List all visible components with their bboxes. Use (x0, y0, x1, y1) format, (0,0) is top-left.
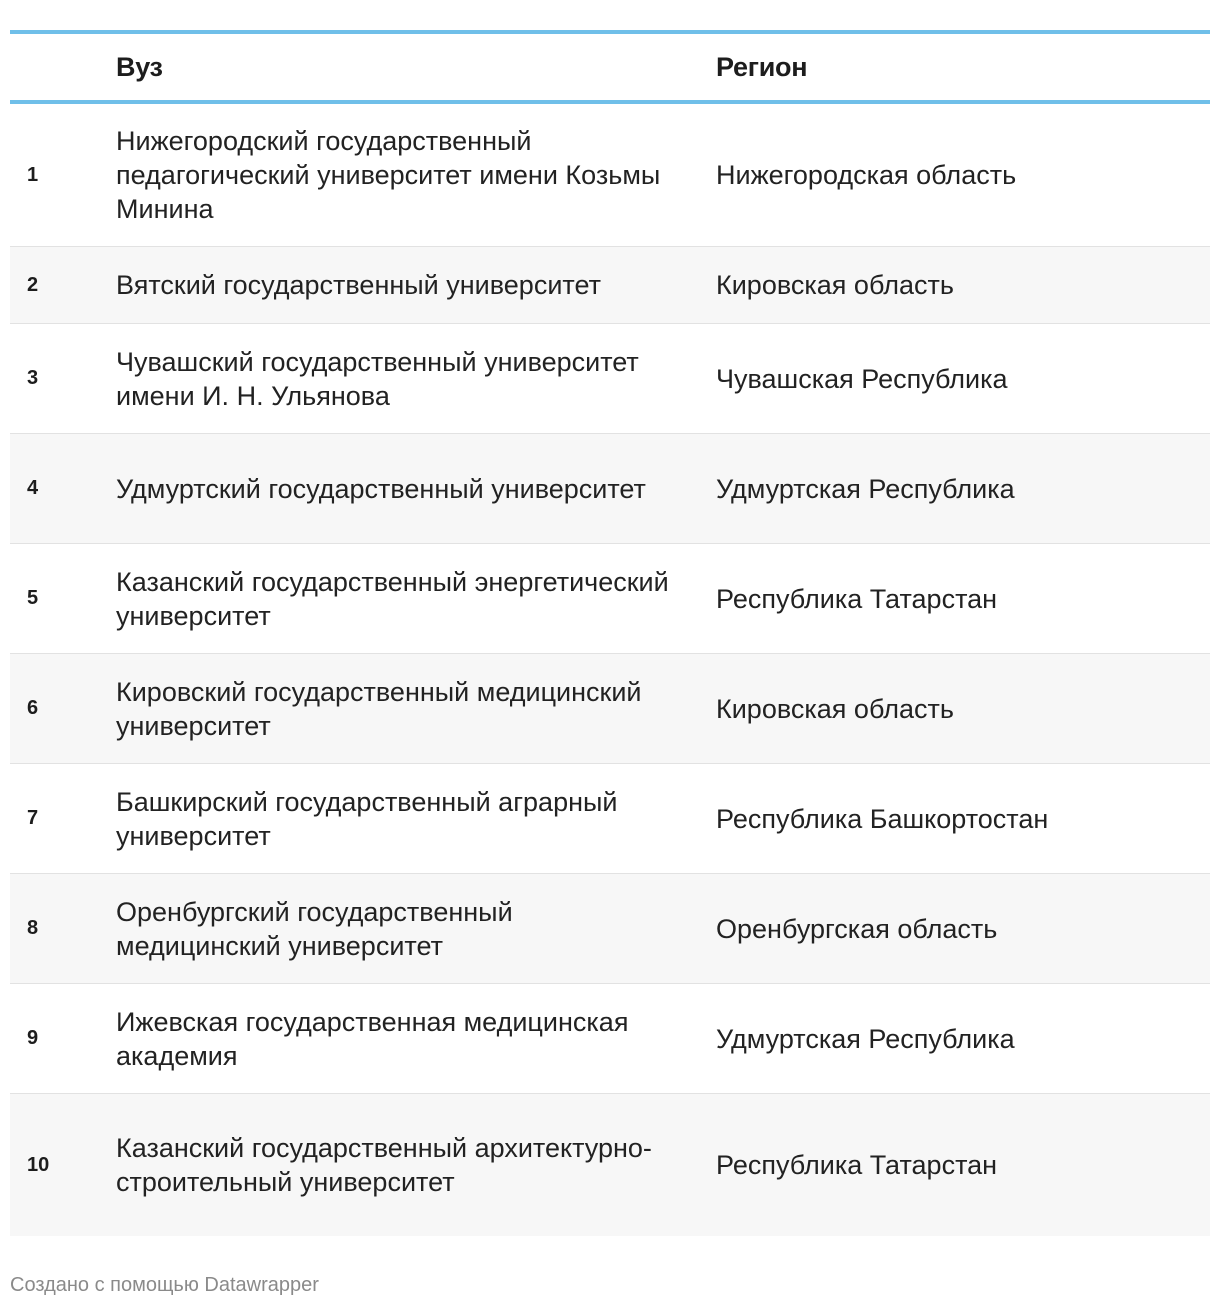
row-number: 9 (27, 1027, 39, 1049)
region-cell: Республика Башкортостан (716, 803, 1049, 834)
region-cell: Удмуртская Республика (716, 1023, 1015, 1054)
row-number: 4 (27, 477, 39, 499)
row-number: 8 (27, 917, 39, 939)
university-cell: Казанский государственный энергетический университет (116, 566, 669, 631)
table-row (10, 434, 1210, 544)
table-row (10, 764, 1210, 874)
region-cell: Оренбургская область (716, 913, 998, 944)
column-header-region: Регион (716, 52, 808, 82)
row-number: 2 (27, 273, 39, 296)
region-cell: Кировская область (716, 693, 954, 724)
university-cell: Оренбургский государственный медицинский университет (116, 896, 513, 961)
table-row (10, 1094, 1210, 1236)
university-cell: Нижегородский государственный педагогический университет имени Козьмы Минина (116, 126, 661, 224)
row-number: 1 (27, 163, 39, 186)
datawrapper-credit-link[interactable]: Создано с помощью Datawrapper (10, 1274, 319, 1296)
region-cell: Кировская область (716, 270, 954, 300)
row-number: 7 (27, 807, 39, 829)
region-cell: Нижегородская область (716, 160, 1017, 190)
university-cell: Вятский государственный университет (116, 270, 601, 300)
table-row (10, 324, 1210, 434)
university-cell: Казанский государственный архитектурно-строительный университет (116, 1133, 652, 1197)
table-row (10, 247, 1210, 324)
table-row (10, 544, 1210, 654)
university-cell: Чувашский государственный университет имени И. Н. Ульянова (116, 346, 639, 411)
row-number: 3 (27, 367, 39, 389)
university-cell: Башкирский государственный аграрный университет (116, 786, 618, 851)
university-cell: Кировский государственный медицинский университет (116, 676, 642, 741)
row-number: 6 (27, 697, 39, 719)
region-cell: Чувашская Республика (716, 363, 1008, 394)
table-header-row (10, 34, 1210, 104)
university-cell: Ижевская государственная медицинская академия (116, 1006, 629, 1071)
university-cell: Удмуртский государственный университет (116, 473, 646, 504)
region-cell: Республика Татарстан (716, 583, 998, 614)
region-cell: Удмуртская Республика (716, 473, 1015, 504)
column-header-vuz: Вуз (116, 52, 163, 82)
data-table (10, 30, 1210, 1236)
table-row (10, 874, 1210, 984)
row-number: 5 (27, 587, 39, 609)
table-row (10, 984, 1210, 1094)
row-number: 10 (27, 1153, 50, 1176)
table-row (10, 654, 1210, 764)
region-cell: Республика Татарстан (716, 1150, 998, 1180)
table-row (10, 104, 1210, 247)
